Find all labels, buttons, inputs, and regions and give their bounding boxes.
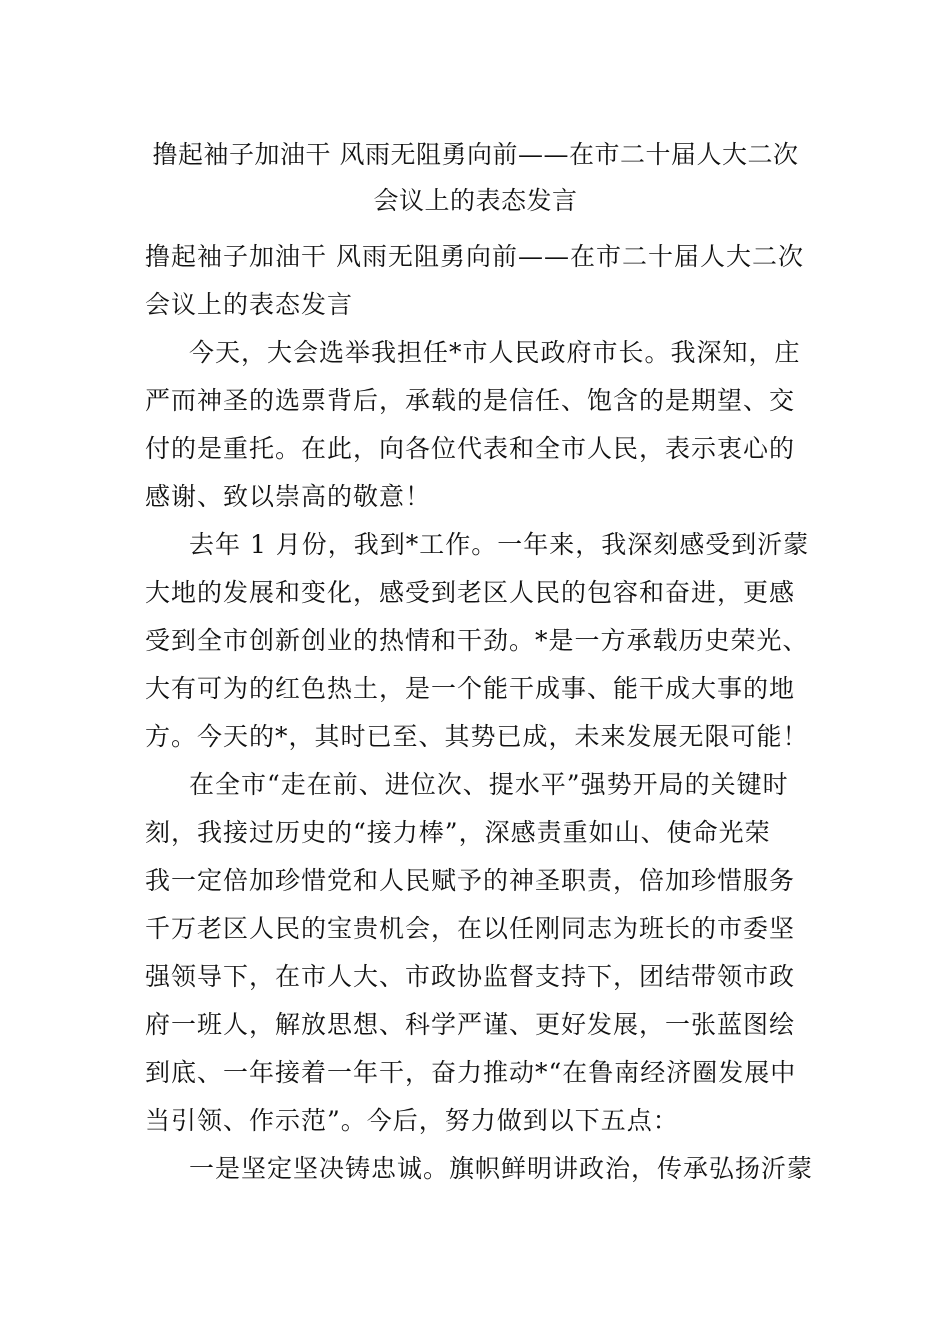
paragraph-line: 会议上的表态发言 — [145, 290, 354, 319]
paragraph-line: 撸起袖子加油干 风雨无阻勇向前——在市二十届人大二次 — [145, 242, 804, 271]
paragraph-line: 大地的发展和变化，感受到老区人民的包容和奋进，更感 — [145, 578, 796, 607]
paragraph-line: 我一定倍加珍惜党和人民赋予的神圣职责，倍加珍惜服务 — [145, 866, 796, 895]
paragraph-line: 在全市“走在前、进位次、提水平”强势开局的关键时 — [189, 770, 789, 799]
paragraph-line: 刻，我接过历史的“接力棒”，深感责重如山、使命光荣 — [145, 818, 771, 847]
document-title — [148, 132, 803, 224]
paragraph-line: 感谢、致以崇高的敬意！ — [145, 482, 432, 511]
paragraph-past-year — [145, 521, 810, 761]
paragraph-line: 方。今天的*，其时已至、其势已成，未来发展无限可能！ — [145, 722, 809, 751]
paragraph-line: 受到全市创新创业的热情和干劲。*是一方承载历史荣光、 — [145, 626, 809, 655]
paragraph-line: 到底、一年接着一年干，奋力推动*“在鲁南经济圈发展中 — [145, 1058, 797, 1087]
paragraph-line: 府一班人，解放思想、科学严谨、更好发展，一张蓝图绘 — [145, 1010, 796, 1039]
paragraph-line: 严而神圣的选票背后，承载的是信任、饱含的是期望、交 — [145, 386, 796, 415]
paragraph-point-one — [145, 1145, 814, 1193]
title-line-1: 撸起袖子加油干 风雨无阻勇向前——在市二十届人大二次 — [152, 140, 799, 169]
paragraph-commitment — [145, 761, 805, 1145]
paragraph-line: 千万老区人民的宝贵机会，在以任刚同志为班长的市委坚 — [145, 914, 796, 943]
paragraph-line: 一是坚定坚决铸忠诚。旗帜鲜明讲政治，传承弘扬沂蒙 — [189, 1154, 814, 1183]
paragraph-election — [145, 329, 805, 521]
paragraph-line: 今天，大会选举我担任*市人民政府市长。我深知，庄 — [189, 338, 801, 367]
paragraph-line: 强领导下，在市人大、市政协监督支持下，团结带领市政 — [145, 962, 796, 991]
paragraph-repeated-title — [145, 233, 805, 329]
paragraph-line: 付的是重托。在此，向各位代表和全市人民，表示衷心的 — [145, 434, 796, 463]
paragraph-line: 当引领、作示范”。今后，努力做到以下五点： — [145, 1106, 679, 1135]
document-body — [145, 233, 814, 1193]
title-line-2: 会议上的表态发言 — [373, 186, 578, 215]
paragraph-line: 去年 1 月份，我到*工作。一年来，我深刻感受到沂蒙 — [189, 530, 810, 559]
paragraph-line: 大有可为的红色热土，是一个能干成事、能干成大事的地 — [145, 674, 796, 703]
